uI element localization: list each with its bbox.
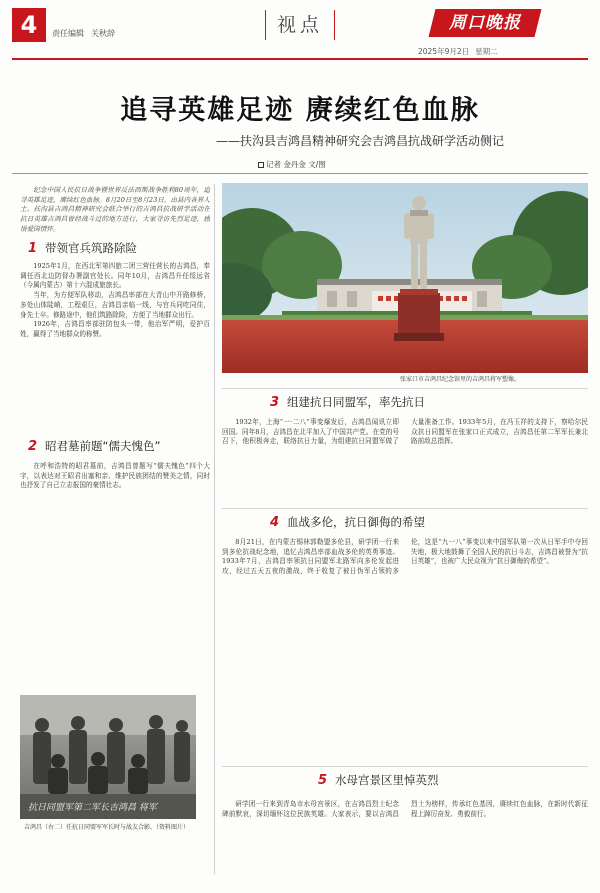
issue-date [418, 46, 504, 57]
section-number: 3 [270, 395, 280, 410]
article-headline: 追寻英雄足迹 赓续红色血脉 [120, 95, 480, 126]
section-number: 4 [270, 515, 280, 530]
section-title-text: 带领官兵筑路除险 [45, 241, 138, 255]
caption-text: 吉鸿昌（右二）任抗日同盟军军长时与战友合影。（资料图片） [24, 824, 190, 831]
headline-rule [12, 173, 588, 174]
masthead [0, 0, 600, 66]
paragraph: 在呼和浩特的昭君墓前，吉鸿昌曾题写“儒夫愧色”四个大字，以表达对王昭君出塞和亲、维护民族团结的赞美之情，同时也抒发了自己立志报国的豪情壮志。 [20, 462, 210, 490]
column-divider [214, 184, 215, 874]
section-title-text: 昭君墓前题“儒夫愧色” [45, 439, 161, 453]
section-number: 5 [318, 773, 328, 788]
caption-text: 张家口市吉鸿昌纪念馆里的吉鸿昌将军塑像。 [400, 376, 521, 383]
newspaper-logo [429, 9, 542, 37]
editor-credits [52, 28, 122, 39]
section-heading-4 [270, 514, 425, 530]
editor-name: 关秋辞 [91, 29, 115, 38]
section-title-text: 组建抗日同盟军，率先抗日 [287, 395, 426, 409]
newspaper-name: 周口晚报 [449, 13, 521, 33]
paragraph: 1926年，吉鸿昌率部驻防包头一带，他治军严明，爱护百姓，赢得了当地群众的称赞。 [20, 320, 210, 338]
editor-label: 责任编辑 [52, 29, 84, 38]
date-text: 2025年9月2日 [418, 47, 470, 56]
paragraph: 当年，为方便军队移动，吉鸿昌率部在大青山中开路修桥，多处山体陡峭，工程艰巨，吉鸿昌亲临一线，与官兵同吃同住，身先士卒。修路途中，他们筑路除险，方便了当地群众出行。 [20, 291, 210, 319]
historic-photo-image [20, 695, 196, 819]
paragraph: 1925年1月，在西北军第四旅二团三营任营长的吉鸿昌，奉调任西北边防督办署副官处长。同年10月，吉鸿昌升任绥远省（今属内蒙古）第十六混成旅旅长。 [20, 262, 210, 290]
byline [258, 159, 326, 170]
section-1-body [20, 262, 210, 430]
section-5-body [222, 800, 588, 882]
lead-paragraph: 纪念中国人民抗日战争暨世界反法西斯战争胜利80周年，追寻英雄足迹，赓续红色血脉。8月20日至8月23日，由县内各界人士、扶沟县吉鸿昌精神研究会联合举行的吉鸿昌抗战研学活动在抗日英雄吉鸿昌曾经战斗过的地方进行，大家寻访先烈足迹，感悟爱国情怀。 [20, 186, 210, 233]
statue-photo [222, 183, 588, 373]
historic-group-photo [20, 695, 196, 819]
section-4-body [222, 538, 588, 766]
section-3-body [222, 418, 588, 508]
section-heading-2 [28, 438, 160, 454]
section-number: 2 [28, 439, 38, 454]
article-lead [20, 186, 210, 238]
section-number: 1 [28, 241, 38, 256]
section-divider [222, 388, 588, 389]
box-icon [258, 162, 264, 168]
paragraph: 研学团一行来到青岛市水母宫景区，在吉鸿昌烈士纪念碑前默哀，深切缅怀这位民族英雄。大家表示，要以吉鸿昌烈士为榜样，传承红色基因，赓续红色血脉，在新时代新征程上踔厉奋发、勇毅前行。 [222, 800, 588, 818]
byline-text: 记者 金丹金 文/图 [266, 160, 326, 169]
statue-photo-caption [400, 376, 520, 385]
historic-photo-caption [24, 824, 204, 833]
section-heading-5 [318, 772, 439, 788]
header-rule [12, 58, 588, 60]
weekday-text: 星期二 [475, 47, 498, 56]
section-heading-1 [28, 240, 137, 256]
section-2-body [20, 462, 210, 687]
section-title-text: 血战多伦，抗日御侮的希望 [287, 515, 426, 529]
page-number: 4 [12, 8, 46, 42]
section-divider [222, 508, 588, 509]
section-title-text: 水母宫景区里悼英烈 [335, 773, 439, 787]
paragraph: 1932年，上海“一·二八”事变爆发后，吉鸿昌闻讯立即回国。同年8月，吉鸿昌在北平加入了中国共产党。在党的号召下，他积极奔走，联络抗日力量，为组建抗日同盟军做了大量准备工作。1933年5月，在冯玉祥的支持下，察哈尔民众抗日同盟军在张家口正式成立，吉鸿昌任第二军军长兼北路前敌总指挥。 [222, 418, 588, 446]
statue-photo-image [222, 183, 588, 373]
section-divider [222, 766, 588, 767]
paragraph: 8月21日，在内蒙古锡林郭勒盟多伦县，研学团一行来到多伦抗战纪念地，追忆吉鸿昌率部血战多伦的英勇事迹。1933年7月，吉鸿昌率领抗日同盟军北路军向多伦发起进攻，经过五天五夜的激战，终于收复了被日伪军占领的多伦，这是“九一八”事变以来中国军队第一次从日军手中夺回失地，极大地鼓舞了全国人民的抗日斗志，吉鸿昌被誉为“抗日英雄”，也被广大民众视为“抗日御侮的希望”。 [222, 538, 588, 576]
section-title: 视点 [265, 10, 335, 40]
photo-inscription: 抗日同盟军第二军长吉鸿昌 将军 [28, 803, 157, 813]
section-heading-3 [270, 394, 425, 410]
article-subheadline: ——扶沟县吉鸿昌精神研究会吉鸿昌抗战研学活动侧记 [215, 134, 504, 148]
